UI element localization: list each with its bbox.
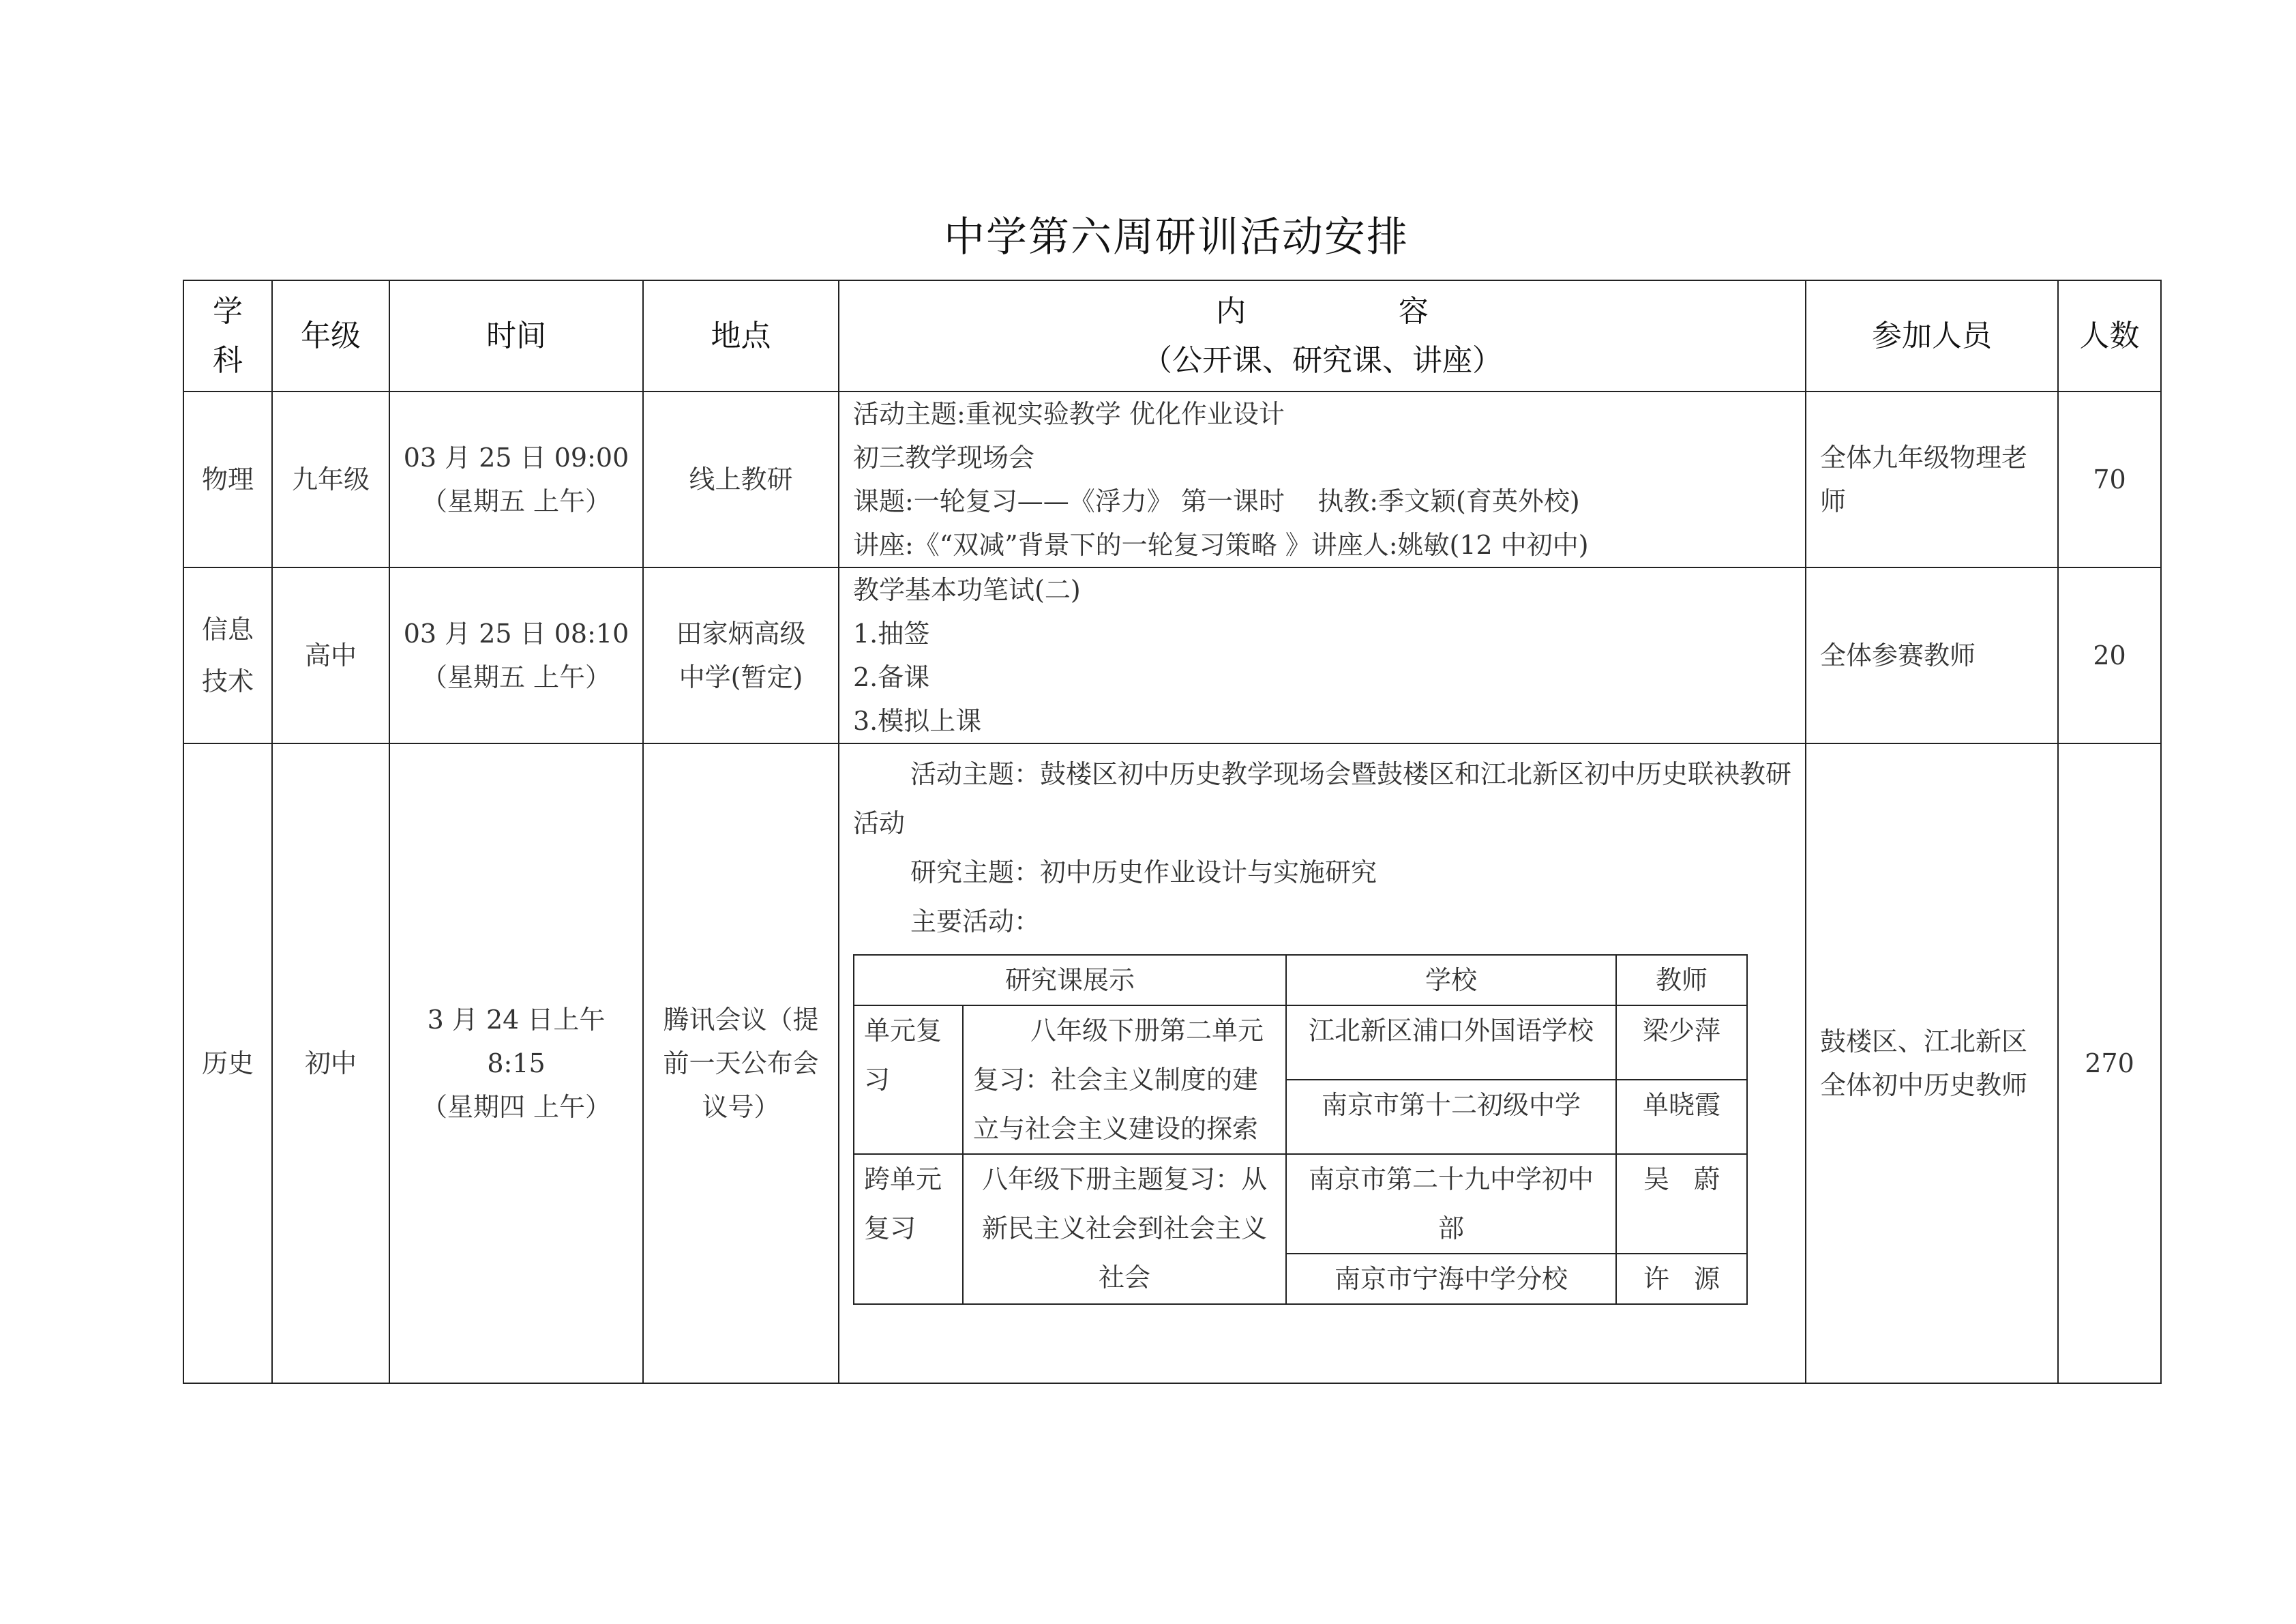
lesson-school: 南京市宁海中学分校 (1286, 1254, 1616, 1304)
row-grade: 高中 (272, 567, 389, 743)
content-line: 初三教学现场会 (853, 443, 1035, 473)
header-content-subtitle: （公开课、研究课、讲座） (1142, 342, 1502, 378)
row-place: 线上教研 (643, 392, 839, 567)
content-line: 3.模拟上课 (853, 706, 982, 736)
lesson-teacher: 单晓霞 (1616, 1080, 1747, 1154)
row-time (389, 743, 643, 1383)
content-line: 教学基本功笔试(二) (853, 575, 1081, 605)
header-content-title: 内 容 (1216, 293, 1429, 329)
lesson-title: 八年级下册第二单元复习：社会主义制度的建立与社会主义建设的探索 (963, 1005, 1286, 1154)
row-content (839, 567, 1806, 743)
row-count: 270 (2058, 743, 2161, 1383)
content-line: 2.备课 (853, 662, 930, 692)
lesson-table-header (854, 955, 1747, 1005)
table-row (183, 743, 2161, 1383)
header-grade: 年级 (272, 280, 389, 392)
lesson-header-display: 研究课展示 (854, 955, 1286, 1005)
header-row (183, 280, 2161, 392)
row-time (389, 567, 643, 743)
header-place: 地点 (643, 280, 839, 392)
header-time: 时间 (389, 280, 643, 392)
lesson-school: 南京市第二十九中学初中部 (1286, 1154, 1616, 1254)
lesson-header-teacher: 教师 (1616, 955, 1747, 1005)
row-grade: 九年级 (272, 392, 389, 567)
lesson-teacher: 许 源 (1616, 1254, 1747, 1304)
content-line: 讲座:《“双减”背景下的一轮复习策略 》讲座人:姚敏(12 中初中) (853, 530, 1589, 560)
content-line: 课题:一轮复习——《浮力》 第一课时 执教:季文颖(育英外校) (853, 486, 1580, 516)
time-date: 3 月 24 日上午 (427, 1005, 606, 1035)
content-line: 1.抽签 (853, 619, 930, 649)
table-row (183, 567, 2161, 743)
row-content (839, 392, 1806, 567)
row-content (839, 743, 1806, 1383)
row-subject: 历史 (183, 743, 272, 1383)
time-weekday: （星期五 上午） (421, 662, 612, 692)
row-place: 田家炳高级中学(暂定) (643, 567, 839, 743)
row-participants: 鼓楼区、江北新区全体初中历史教师 (1806, 743, 2058, 1383)
lesson-type: 跨单元复习 (854, 1154, 963, 1304)
row-count: 70 (2058, 392, 2161, 567)
lesson-teacher: 梁少萍 (1616, 1005, 1747, 1080)
row-participants: 全体九年级物理老师 (1806, 392, 2058, 567)
row-subject: 信息 技术 (183, 567, 272, 743)
header-participants: 参加人员 (1806, 280, 2058, 392)
header-content (839, 280, 1806, 392)
row-time (389, 392, 643, 567)
schedule-table (183, 280, 2162, 1384)
lesson-title: 八年级下册主题复习：从新民主义社会到社会主义社会 (963, 1154, 1286, 1304)
time-weekday: （星期五 上午） (421, 486, 612, 516)
lesson-row (854, 1005, 1747, 1080)
page-title: 中学第六周研训活动安排 (944, 213, 1409, 261)
row-place: 腾讯会议（提前一天公布会议号） (643, 743, 839, 1383)
content-theme: 活动主题：鼓楼区初中历史教学现场会暨鼓楼区和江北新区初中历史联袂教研活动 (853, 759, 1792, 838)
time-date: 03 月 25 日 08:10 (403, 619, 629, 649)
content-main-activity: 主要活动： (910, 906, 1041, 936)
row-grade: 初中 (272, 743, 389, 1383)
header-count: 人数 (2058, 280, 2161, 392)
lesson-teacher: 吴 蔚 (1616, 1154, 1747, 1254)
row-subject: 物理 (183, 392, 272, 567)
lesson-row (854, 1154, 1747, 1254)
lesson-table (853, 954, 1748, 1305)
lesson-header-school: 学校 (1286, 955, 1616, 1005)
lesson-type: 单元复习 (854, 1005, 963, 1154)
time-weekday: （星期四 上午） (421, 1092, 612, 1122)
row-count: 20 (2058, 567, 2161, 743)
table-row (183, 392, 2161, 567)
content-research: 研究主题：初中历史作业设计与实施研究 (910, 857, 1377, 887)
time-clock: 8:15 (487, 1048, 546, 1078)
time-date: 03 月 25 日 09:00 (403, 443, 629, 473)
row-participants: 全体参赛教师 (1806, 567, 2058, 743)
content-line: 活动主题:重视实验教学 优化作业设计 (853, 399, 1285, 429)
header-subject: 学 科 (183, 280, 272, 392)
lesson-school: 南京市第十二初级中学 (1286, 1080, 1616, 1154)
lesson-school: 江北新区浦口外国语学校 (1286, 1005, 1616, 1080)
